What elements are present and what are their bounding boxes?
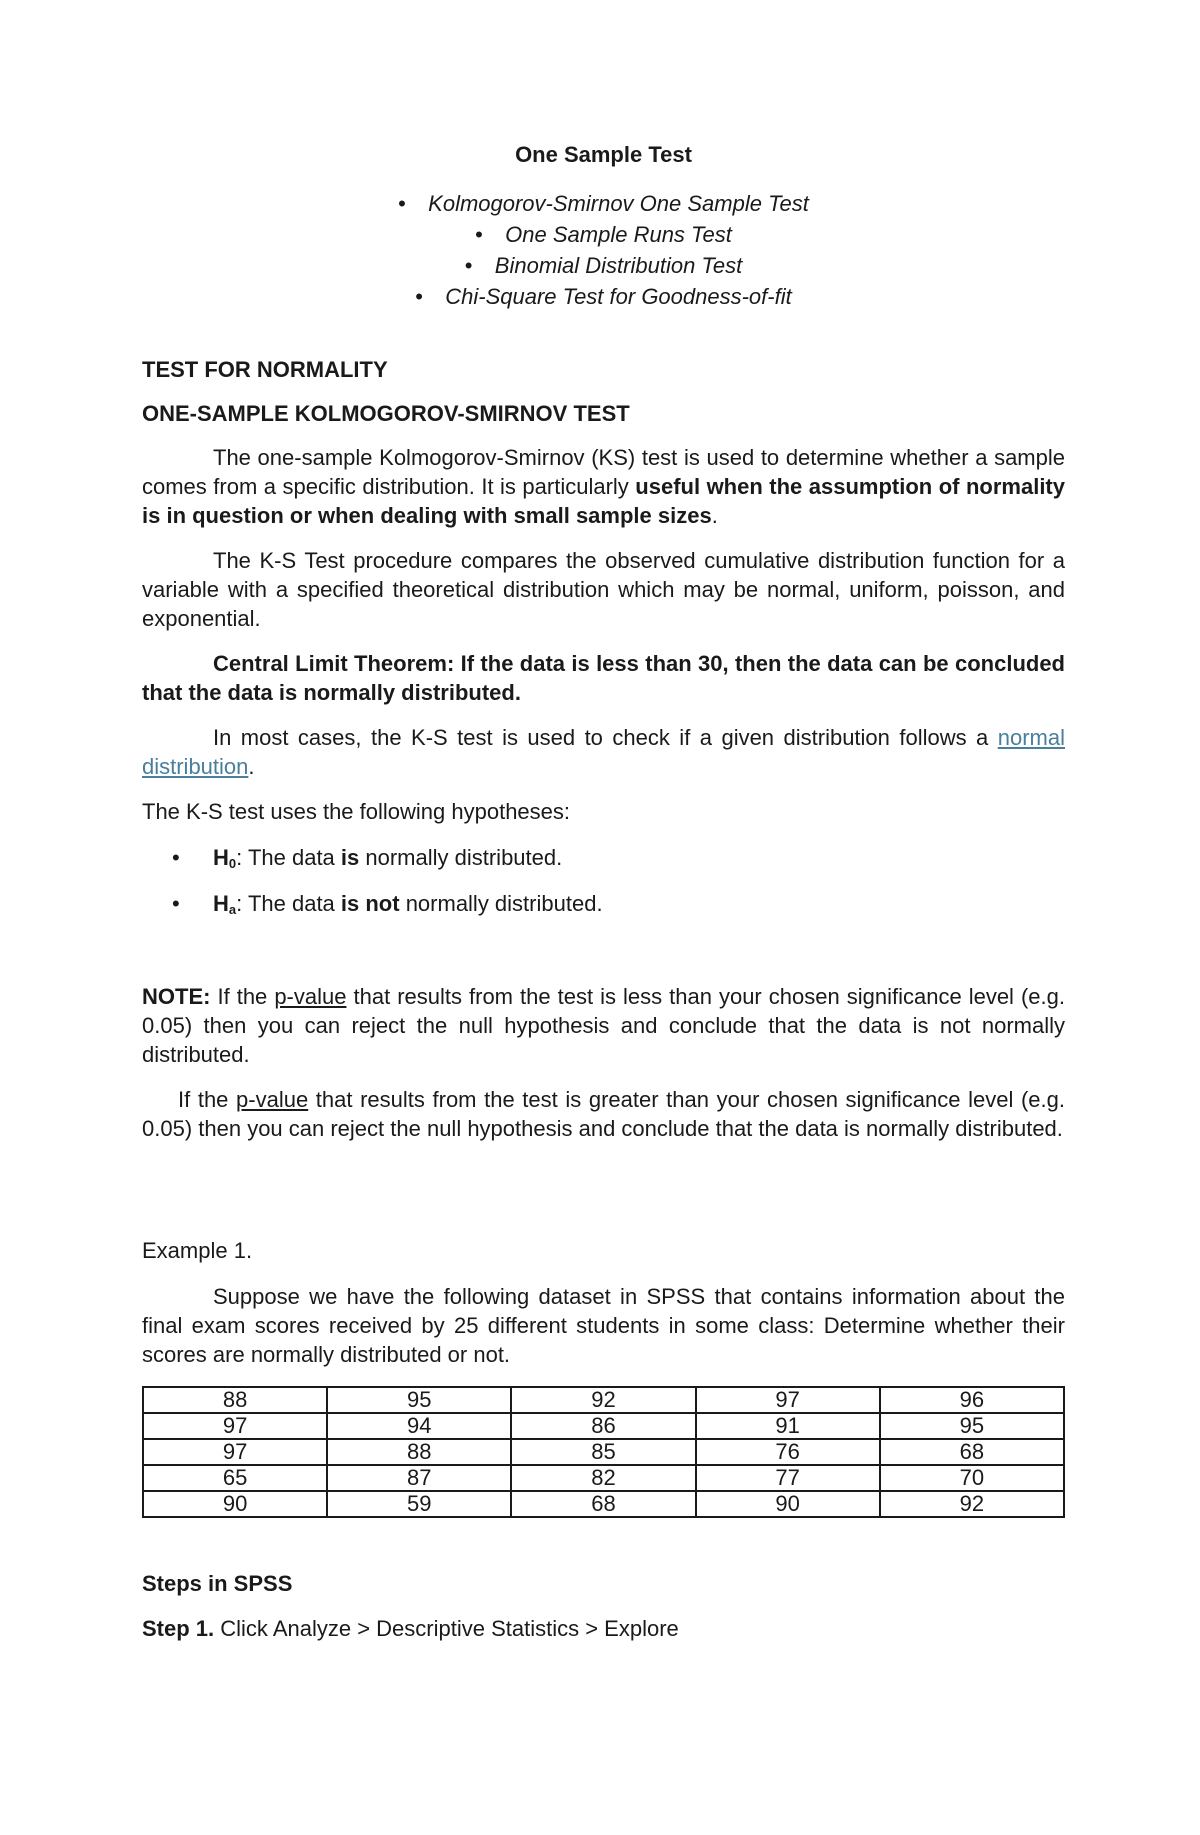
- table-cell: 91: [696, 1413, 880, 1439]
- steps-heading: Steps in SPSS: [142, 1571, 293, 1596]
- example-label: Example 1.: [142, 1238, 253, 1263]
- table-cell: 68: [511, 1491, 695, 1517]
- paragraph-ks-intro: The one-sample Kolmogorov-Smirnov (KS) test is used to determine whether a sample comes from a specific distribution. It is particularly useful when the assumption of normality is in question or when dealing with small sample sizes.: [142, 445, 1065, 528]
- table-cell: 87: [327, 1465, 511, 1491]
- hypothesis-alternative: • $H_a$: The data is not normally distributed.: [172, 891, 603, 917]
- table-row: [143, 1413, 1064, 1439]
- table-row: [143, 1387, 1064, 1413]
- table-cell: 92: [511, 1387, 695, 1413]
- list-item: • Chi-Square Test for Goodness-of-fit: [142, 281, 1065, 312]
- table-cell: 68: [880, 1439, 1064, 1465]
- bullet-icon: •: [464, 253, 473, 278]
- table-cell: 90: [143, 1491, 327, 1517]
- table-cell: 97: [143, 1413, 327, 1439]
- table-row: [143, 1439, 1064, 1465]
- table-cell: 95: [327, 1387, 511, 1413]
- paragraph-ks-procedure: The K-S Test procedure compares the observed cumulative distribution function for a variable with a specified theoretical distribution which may be normal, uniform, poisson, and exponential.: [142, 548, 1065, 631]
- step-1: Step 1. Click Analyze > Descriptive Statistics > Explore: [142, 1616, 679, 1641]
- p-value-link[interactable]: p-value: [236, 1087, 309, 1112]
- table-cell: 94: [327, 1413, 511, 1439]
- hypothesis-null: • $H_0$: The data is normally distributed.: [172, 845, 563, 871]
- bullet-icon: •: [415, 284, 423, 309]
- list-item: • Kolmogorov-Smirnov One Sample Test: [142, 188, 1065, 219]
- bullet-icon: •: [172, 845, 180, 870]
- bullet-icon: •: [475, 222, 483, 247]
- table-cell: 86: [511, 1413, 695, 1439]
- table-cell: 65: [143, 1465, 327, 1491]
- table-cell: 88: [143, 1387, 327, 1413]
- table-row: [143, 1491, 1064, 1517]
- table-cell: 97: [143, 1439, 327, 1465]
- exam-scores-table: [142, 1386, 1065, 1518]
- table-cell: 85: [511, 1439, 695, 1465]
- table-row: [143, 1465, 1064, 1491]
- section-heading: TEST FOR NORMALITY: [142, 357, 388, 382]
- page-title: One Sample Test: [515, 142, 692, 167]
- bullet-icon: •: [398, 191, 406, 216]
- table-cell: 77: [696, 1465, 880, 1491]
- table-cell: 82: [511, 1465, 695, 1491]
- table-cell: 95: [880, 1413, 1064, 1439]
- test-methods-list: [142, 188, 1065, 312]
- p-value-link[interactable]: p-value: [274, 984, 347, 1009]
- hypotheses-intro: The K-S test uses the following hypotheses:: [142, 799, 571, 824]
- paragraph-clt: Central Limit Theorem: If the data is less than 30, then the data can be concluded that the data is normally distributed.: [142, 651, 1065, 705]
- table-cell: 76: [696, 1439, 880, 1465]
- bullet-icon: •: [172, 891, 180, 916]
- table-cell: 92: [880, 1491, 1064, 1517]
- list-item: • Binomial Distribution Test: [142, 250, 1065, 281]
- normal-distribution-link[interactable]: normal distribution: [142, 725, 1065, 779]
- example-description: Suppose we have the following dataset in SPSS that contains information about the final exam scores received by 25 different students in some class: Determine whether their scores are normally distributed or not.: [142, 1284, 1065, 1367]
- table-cell: 97: [696, 1387, 880, 1413]
- table-cell: 90: [696, 1491, 880, 1517]
- note-paragraph-2: If the p-value that results from the test is greater than your chosen significance level (e.g. 0.05) then you can reject the null hypothesis and conclude that the data is normally distributed.: [142, 1087, 1065, 1141]
- table-cell: 70: [880, 1465, 1064, 1491]
- table-cell: 96: [880, 1387, 1064, 1413]
- paragraph-normal-link: In most cases, the K-S test is used to check if a given distribution follows a normal distribution.: [142, 725, 1065, 779]
- table-cell: 59: [327, 1491, 511, 1517]
- list-item: • One Sample Runs Test: [142, 219, 1065, 250]
- note-paragraph: NOTE: If the p-value that results from the test is less than your chosen significance level (e.g. 0.05) then you can reject the null hypothesis and conclude that the data is not normally distributed.: [142, 984, 1065, 1067]
- table-cell: 88: [327, 1439, 511, 1465]
- sub-heading: ONE-SAMPLE KOLMOGOROV-SMIRNOV TEST: [142, 401, 630, 426]
